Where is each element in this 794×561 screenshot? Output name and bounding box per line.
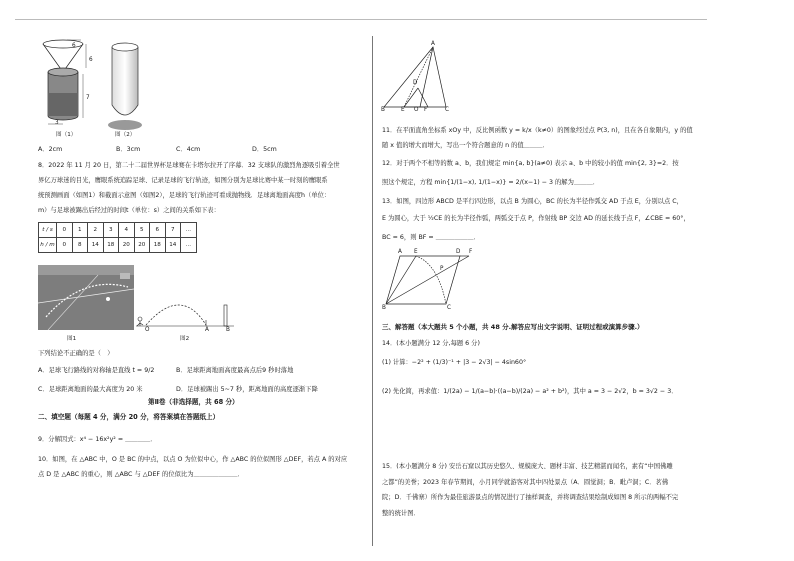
table-cell: 6 (150, 223, 166, 238)
question-13-text: BC = 6，则 BF = ＿＿＿＿＿＿． (382, 234, 480, 241)
table-row-label: h / m (39, 238, 57, 253)
question-8-text: m）与足球被踢出后经过的时间t（单位：s）之间的关系如下表： (38, 207, 220, 214)
table-row-label: t / s (39, 223, 57, 238)
trajectory-diagram (136, 295, 236, 333)
choice-d: D．足球被踢出 5~7 秒，距离地面的高度逐渐下降 (176, 386, 318, 393)
dimension-label: 6 (72, 43, 76, 49)
dimension-label: 7 (86, 95, 90, 101)
point-label-c: C (445, 107, 449, 113)
question-10-text: 点 D 是 △ABC 的重心，则 △ABC 与 △DEF 的位似比为＿＿＿＿＿＿＿． (38, 471, 244, 478)
question-8-text: 界亿万球迷的目光，鹰眼系统追踪足球、记录足球的飞行轨迹，如图分别为足球比赛中某一时刻的鹰眼系 (38, 177, 328, 184)
question-12-text: 12．对于两个不相等的数 a、b，我们规定 min{a, b}(a≠0) 表示 a、b 中的较小的值 min{2, 3}=2．按 (382, 160, 679, 167)
table-cell: 20 (119, 238, 135, 253)
figure-caption: 图1 (67, 336, 77, 342)
point-label-e: E (401, 107, 405, 113)
table-cell: 2 (88, 223, 104, 238)
question-13-text: 13．如图，四边形 ABCD 是平行四边形，以点 B 为圆心，BC 的长为半径作弧交 AD 于点 E，分别以点 C， (382, 198, 683, 205)
point-label-f: F (469, 249, 473, 255)
shaded-cylinder-figure (104, 40, 146, 132)
dimension-label: 6 (89, 57, 93, 63)
cone-cylinder-figure (38, 38, 100, 128)
point-label-e: E (414, 249, 418, 255)
fill-in-title: 二、填空题（每题 4 分，满分 20 分，将答案填在答题纸上） (38, 413, 220, 421)
question-11-text: 11．在平面直角坐标系 xOy 中，反比例函数 y = k/x（k≠0）的图象经过点 P(3, n)，且在各自象限内，y 的值 (382, 127, 693, 134)
question-15-text: 之都”的美誉；2023 年春节期间，小月同学就游客对其中四处景点（A．圆觉洞；B．毗卢洞；C．茗佛 (382, 479, 669, 486)
question-15-text: 整的统计图． (382, 510, 420, 517)
point-label-a: A (205, 327, 209, 333)
table-row (39, 238, 197, 253)
question-12-text: 照这个规定，方程 min{1/(1−x), 1/(1−x)} = 2/(x−1) − 3 的解为＿＿＿． (382, 179, 600, 186)
table-cell: 8 (72, 238, 88, 253)
point-label-f: F (424, 107, 428, 113)
table-cell: 5 (134, 223, 150, 238)
table-cell: 18 (103, 238, 119, 253)
choice-a: A．2cm (38, 146, 63, 153)
figure-caption: 图（1） (56, 132, 77, 138)
table-row (39, 223, 197, 238)
point-label-a: A (398, 249, 402, 255)
table-cell: … (181, 223, 197, 238)
table-cell: 0 (57, 238, 73, 253)
figure-caption: 图2 (180, 336, 190, 342)
question-8-prompt: 下列结论不正确的是（ ） (38, 350, 114, 357)
question-11-text: 随 x 值的增大而增大，写出一个符合题意的 n 的值＿＿＿． (382, 142, 549, 149)
column-divider (372, 36, 373, 546)
choice-b: B．3cm (116, 146, 141, 153)
question-9: 9．分解因式：x⁴ − 16x²y² = ＿＿＿＿． (38, 436, 157, 443)
header-rule (15, 19, 707, 20)
parallelogram-diagram (380, 248, 476, 314)
pitch-photo (38, 265, 134, 330)
table-cell: 0 (57, 223, 73, 238)
choice-c: C．足球距离地面的最大高度为 20 米 (38, 386, 143, 393)
question-8-text: 统预测画面（如图1）和截面示意图（如图2），足球的飞行轨迹可看成抛物线．足球离地面高度h（单位： (38, 192, 331, 199)
table-cell: … (181, 238, 197, 253)
choice-b: B．足球距离地面高度最高点后9 秒时落地 (176, 367, 294, 374)
point-label-b: B (226, 327, 230, 333)
question-15-text: 15．(本小题满分 8 分) 安岳石窟以其历史悠久、规模庞大、题材丰富、技艺精湛而闻名，素有“中国佛雕 (382, 463, 673, 470)
dimension-label: 3 (55, 120, 59, 126)
triangle-diagram (378, 40, 458, 116)
question-14-title: 14．(本小题满分 12 分,每题 6 分) (382, 340, 480, 347)
question-14-part-1: (1) 计算：−2² + (1/3)⁻¹ + |3 − 2√3| − 4sin60° (382, 359, 527, 366)
point-label-a: A (431, 41, 435, 47)
table-cell: 14 (88, 238, 104, 253)
choice-a: A．足球飞行路线的对称轴是直线 t = 9/2 (38, 367, 155, 374)
question-8-text: 8．2022 年 11 月 20 日，第二十二届世界杯足球赛在卡塔尔拉开了序幕．32 支球队的激烈角逐吸引着全世 (38, 162, 340, 169)
point-label-c: C (447, 305, 451, 311)
point-label-b: B (382, 305, 386, 311)
point-label-o: O (145, 327, 150, 333)
height-time-table (38, 222, 197, 253)
table-cell: 7 (165, 223, 181, 238)
question-10-text: 10．如图，在 △ABC 中，O 是 BC 的中点，以点 O 为位似中心，作 △ABC 的位似图形 △DEF，若点 A 的对应 (38, 456, 348, 463)
answer-section-title: 三、解答题（本大题共 5 个小题，共 48 分.解答应写出文字说明、证明过程或演算步骤.） (382, 323, 644, 331)
choice-d: D．5cm (252, 146, 277, 153)
point-label-d: D (413, 80, 418, 86)
choice-c: C．4cm (176, 146, 201, 153)
point-label-b: B (381, 107, 385, 113)
table-cell: 3 (103, 223, 119, 238)
section-title: 第Ⅱ卷（非选择题，共 68 分） (148, 398, 239, 406)
point-label-p: P (440, 266, 444, 272)
figure-caption: 图（2） (115, 132, 136, 138)
table-cell: 1 (72, 223, 88, 238)
table-cell: 20 (134, 238, 150, 253)
point-label-d: D (456, 249, 461, 255)
question-13-text: E 为圆心，大于 ½CE 的长为半径作弧，两弧交于点 P，作射线 BP 交边 AD 的延长线于点 F，∠CBE = 60°， (382, 215, 690, 222)
table-cell: 4 (119, 223, 135, 238)
question-15-text: 院；D．千佛寨）所作为最佳旅游景点的情况进行了抽样调查，并将调查结果绘制成如图 8 所示的两幅不完 (382, 494, 679, 501)
point-label-o: O (414, 107, 419, 113)
table-cell: 14 (165, 238, 181, 253)
table-cell: 18 (150, 238, 166, 253)
question-14-part-2: (2) 先化简，再求值：1/(2a) − 1/(a−b)·((a−b)/(2a) − a² + b²)，其中 a = 3 − 2√2，b = 3√2 − 3． (382, 388, 678, 395)
